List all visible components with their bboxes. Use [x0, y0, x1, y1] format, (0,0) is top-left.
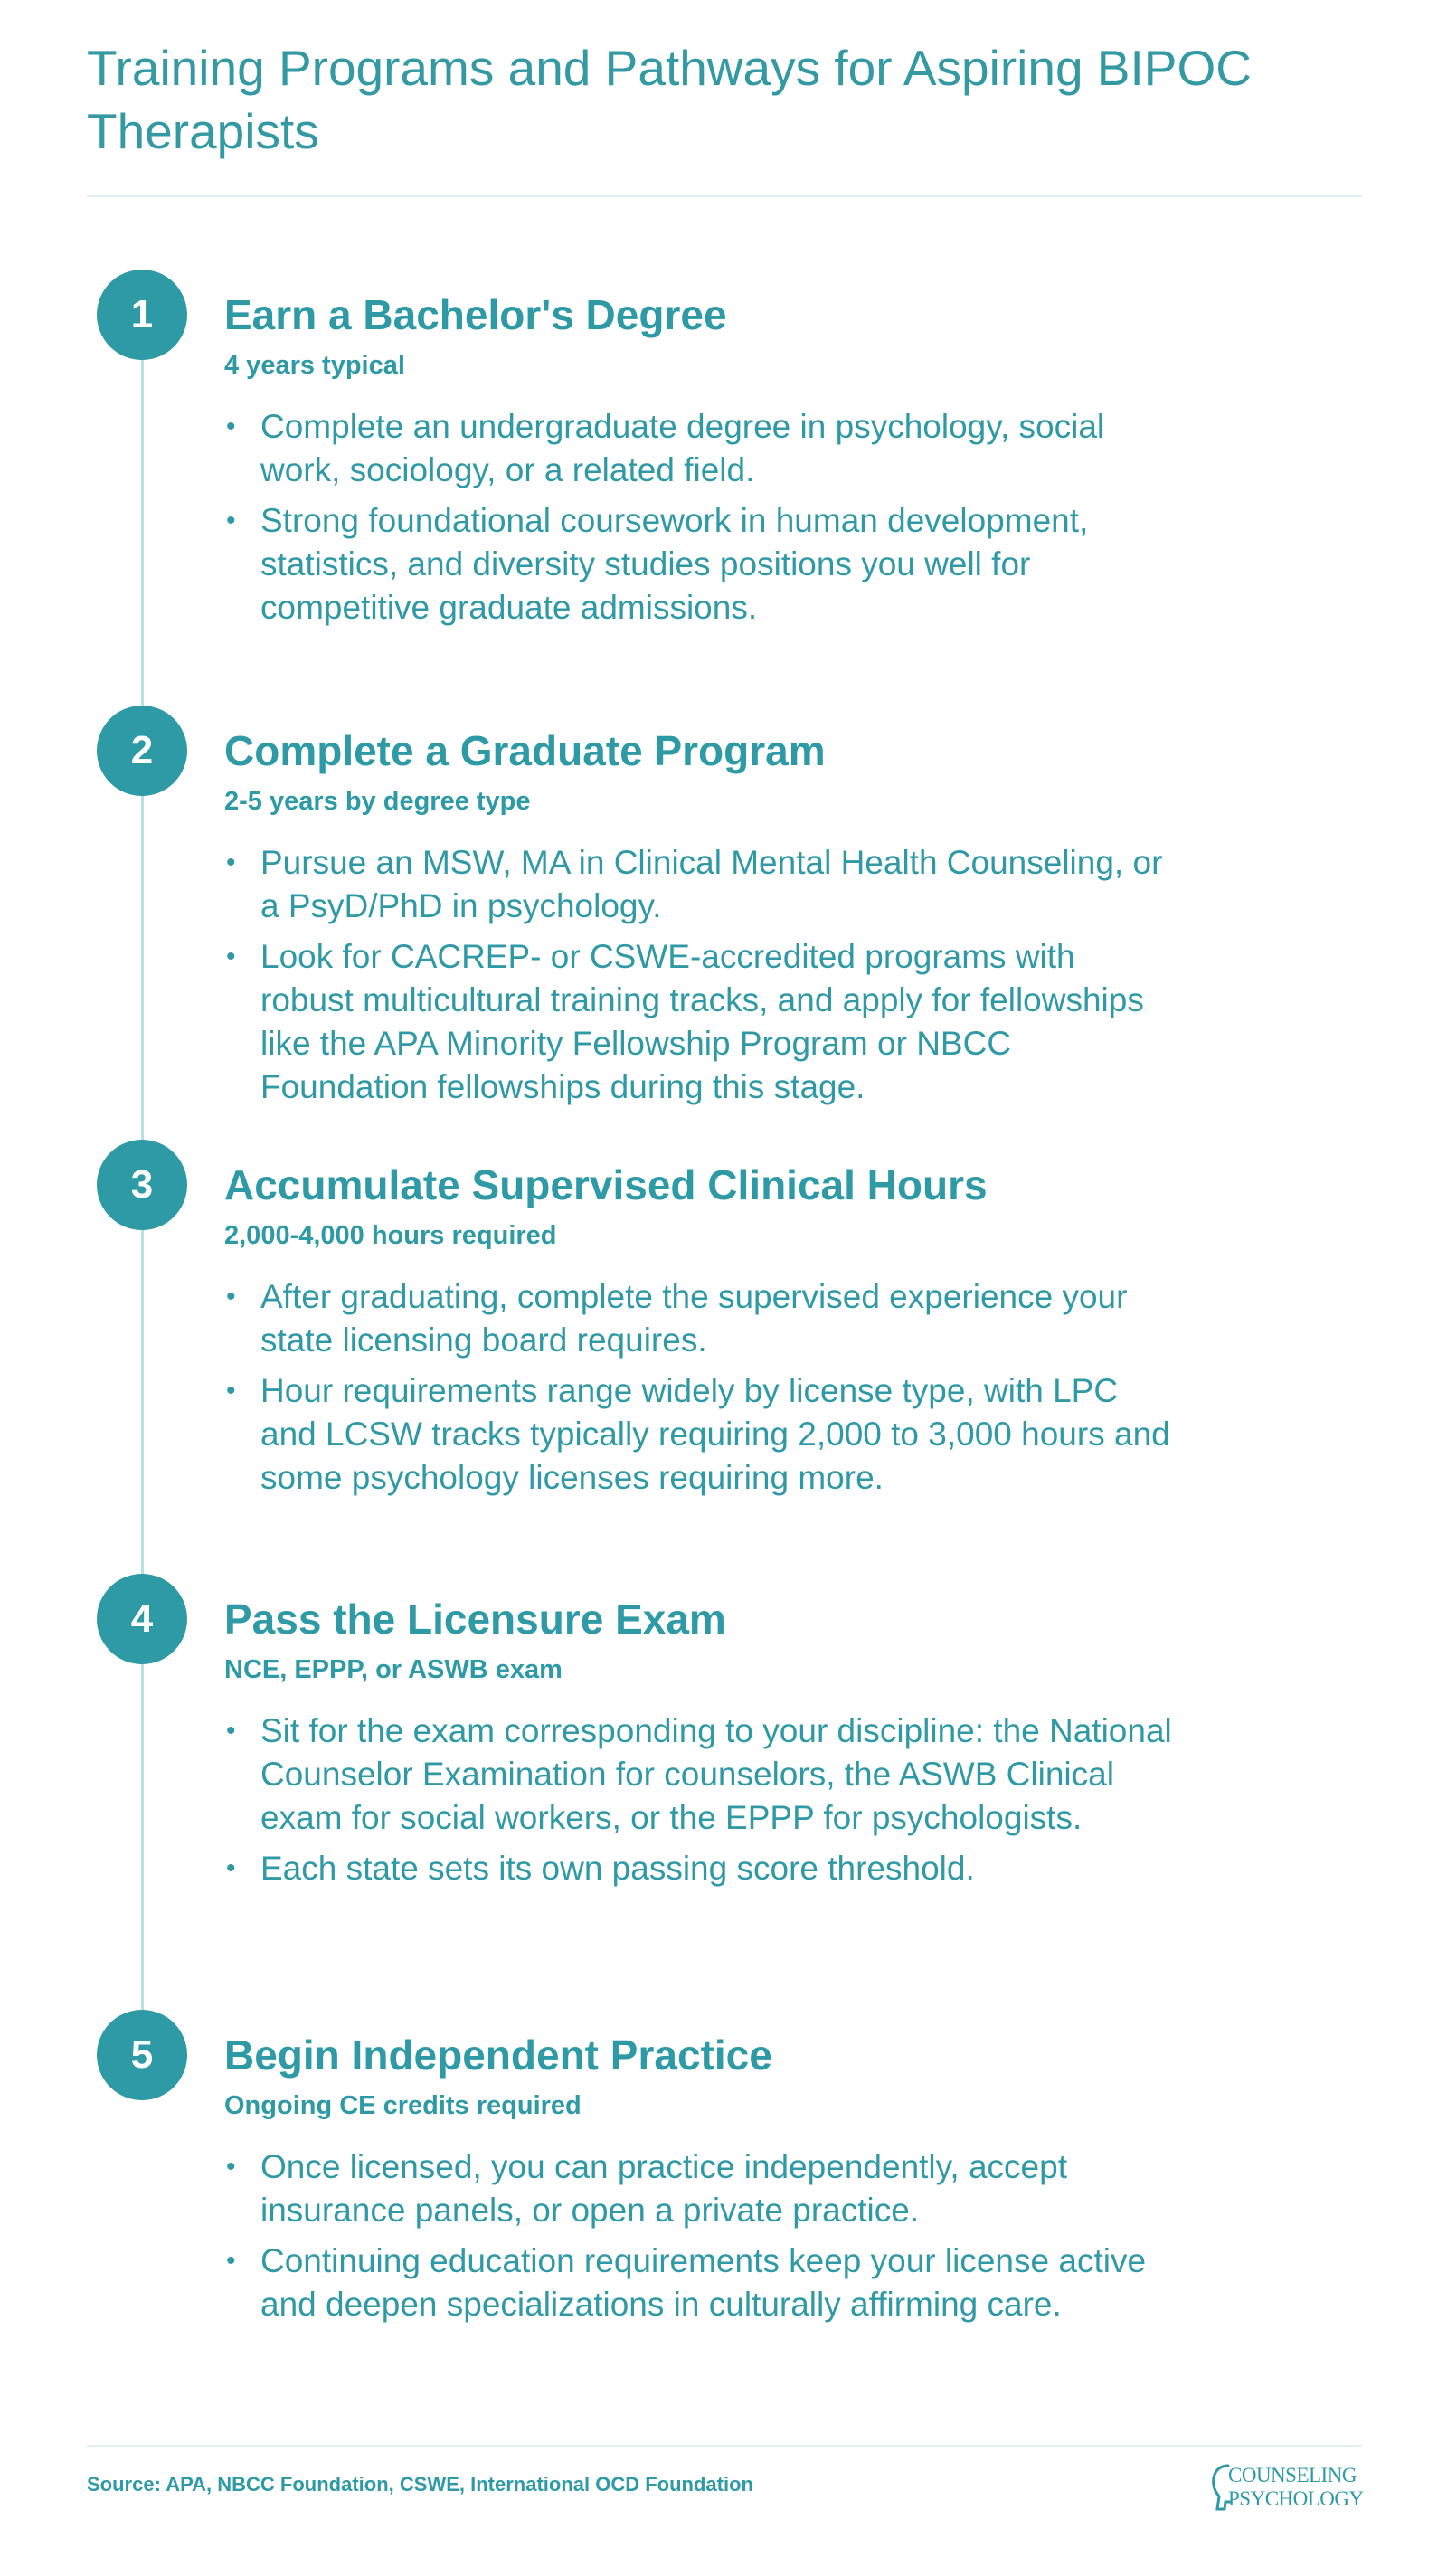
source-note: Source: APA, NBCC Foundation, CSWE, International OCD Foundation	[87, 2473, 753, 2496]
bullet-icon: •	[226, 412, 236, 441]
logo-text-line2: PSYCHOLOGY	[1228, 2487, 1364, 2510]
bullet-icon: •	[226, 942, 236, 971]
footer-divider	[87, 2445, 1362, 2447]
step-duration: NCE, EPPP, or ASWB exam	[224, 1655, 563, 1684]
step-number-badge: 1	[97, 270, 187, 360]
step-duration: 4 years typical	[224, 351, 405, 380]
list-item-text: Sit for the exam corresponding to your discipline: the National Counselor Examination for counselors, the ASWB Clinical exam for social workers, or the EPPP for psychologists.	[260, 1712, 1172, 1836]
list-item-text: Once licensed, you can practice independently, accept insurance panels, or open a private practice.	[260, 2148, 1067, 2229]
step-bullet-list	[224, 405, 1174, 637]
step-bullet-list	[224, 841, 1174, 1116]
list-item-text: Pursue an MSW, MA in Clinical Mental Health Counseling, or a PsyD/PhD in psychology.	[260, 844, 1163, 924]
bullet-icon: •	[226, 848, 236, 877]
list-item	[224, 405, 1174, 492]
step-number-badge: 4	[97, 1574, 187, 1664]
list-item-text: Hour requirements range widely by license type, with LPC and LCSW tracks typically requiring 2,000 to 3,000 hours and some psychology licenses requiring more.	[260, 1372, 1170, 1496]
bullet-icon: •	[226, 2246, 236, 2276]
list-item-text: Complete an undergraduate degree in psychology, social work, sociology, or a related field.	[260, 408, 1105, 488]
list-item	[224, 1275, 1174, 1362]
counseling-psychology-logo	[1208, 2460, 1371, 2518]
step-bullet-list	[224, 1275, 1174, 1507]
step-duration: 2-5 years by degree type	[224, 787, 531, 816]
page-title: Training Programs and Pathways for Aspiring BIPOC Therapists	[87, 40, 1252, 159]
bullet-icon: •	[226, 1716, 236, 1746]
list-item-text: Continuing education requirements keep your license active and deepen specializations in culturally affirming care.	[260, 2242, 1147, 2323]
bullet-icon: •	[226, 506, 236, 535]
bullet-icon: •	[226, 1376, 236, 1406]
step-duration: Ongoing CE credits required	[224, 2091, 582, 2120]
list-item	[224, 1847, 1174, 1890]
step-title: Complete a Graduate Program	[224, 727, 826, 774]
bullet-icon: •	[226, 1282, 236, 1312]
list-item	[224, 1709, 1174, 1840]
step-title: Pass the Licensure Exam	[224, 1596, 726, 1643]
step-number-badge: 3	[97, 1140, 187, 1230]
step-title: Earn a Bachelor's Degree	[224, 291, 727, 338]
list-item	[224, 935, 1174, 1109]
step-number-badge: 2	[97, 706, 187, 796]
step-title: Begin Independent Practice	[224, 2031, 772, 2079]
list-item	[224, 1369, 1174, 1500]
step-title: Accumulate Supervised Clinical Hours	[224, 1161, 988, 1208]
list-item-text: Each state sets its own passing score threshold.	[260, 1850, 975, 1887]
list-item	[224, 841, 1174, 928]
step-duration: 2,000-4,000 hours required	[224, 1221, 557, 1250]
list-item-text: Strong foundational coursework in human development, statistics, and diversity studies positions you well for competitive graduate admissions.	[260, 502, 1089, 626]
list-item-text: After graduating, complete the supervised experience your state licensing board requires.	[260, 1278, 1128, 1359]
bullet-icon: •	[226, 1853, 236, 1883]
list-item-text: Look for CACREP- or CSWE-accredited programs with robust multicultural training tracks, and apply for fellowships like the APA Minority Fellowship Program or NBCC Foundation fellowships during this stage.	[260, 938, 1144, 1105]
list-item	[224, 2240, 1174, 2326]
step-number-badge: 5	[97, 2010, 187, 2100]
bullet-icon: •	[226, 2152, 236, 2182]
list-item	[224, 2145, 1174, 2232]
step-bullet-list	[224, 1709, 1174, 1898]
list-item	[224, 499, 1174, 630]
header-divider	[87, 195, 1362, 197]
step-bullet-list	[224, 2145, 1174, 2334]
logo-text-line1: COUNSELING	[1228, 2464, 1357, 2486]
